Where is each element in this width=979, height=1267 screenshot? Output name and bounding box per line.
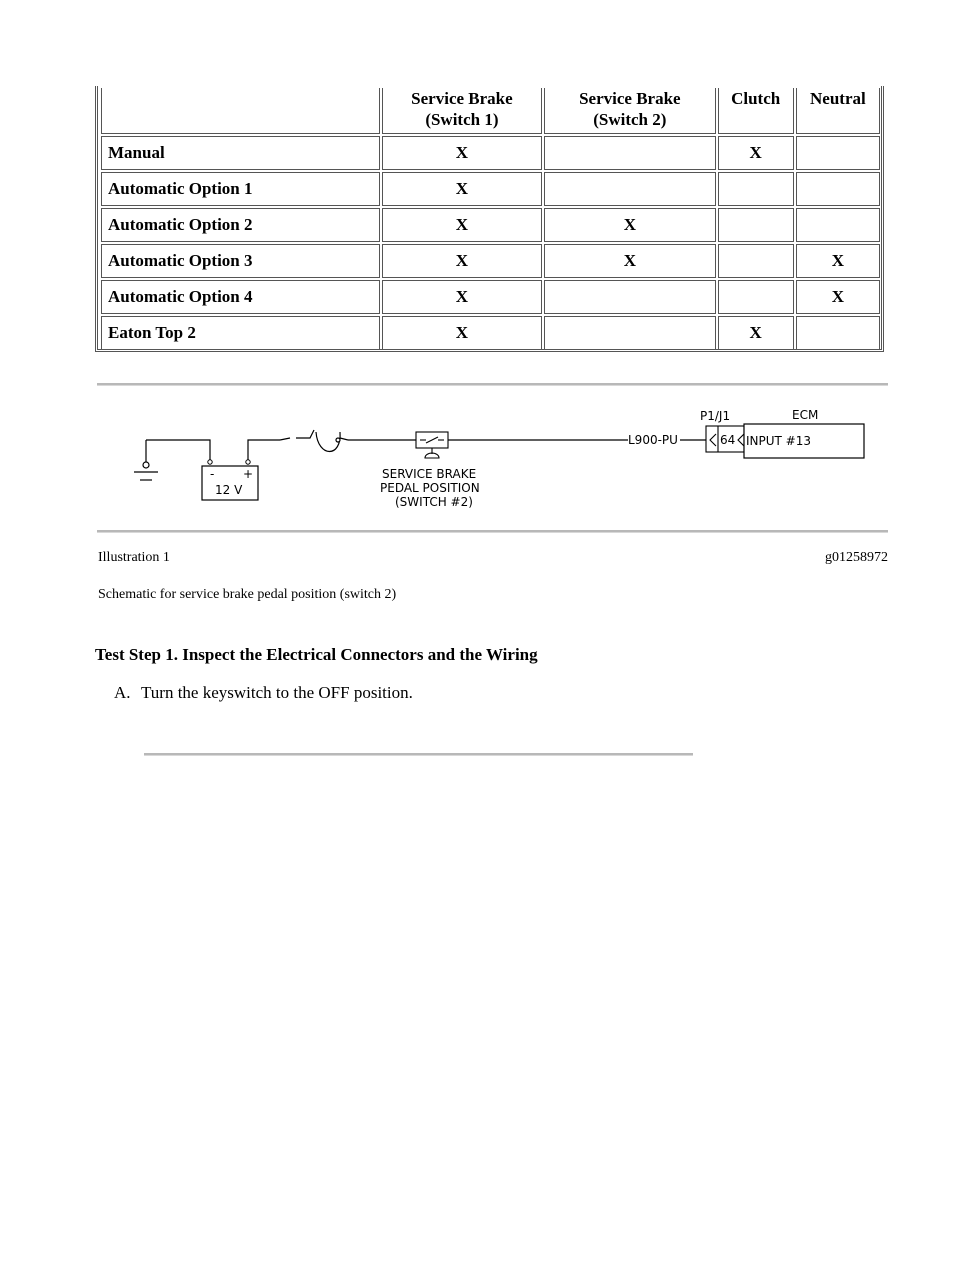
step-label: A. <box>114 683 131 702</box>
row-label: Automatic Option 2 <box>101 208 380 242</box>
configuration-table <box>99 86 882 352</box>
table-cell <box>544 316 715 350</box>
illustration-number: Illustration 1 <box>98 550 170 565</box>
battery-minus-label: - <box>210 467 215 481</box>
header-text: Service Brake (Switch 1) <box>411 89 513 129</box>
table-cell <box>544 172 715 206</box>
battery-voltage-label: 12 V <box>215 483 243 497</box>
configuration-table-frame <box>95 86 884 352</box>
test-step-heading: Test Step 1. Inspect the Electrical Connectors and the Wiring <box>95 645 538 664</box>
table-row <box>101 244 880 278</box>
row-label: Automatic Option 4 <box>101 280 380 314</box>
table-row <box>101 172 880 206</box>
row-label: Eaton Top 2 <box>101 316 380 350</box>
pin-label: 64 <box>720 433 736 447</box>
table-header-clutch: Clutch <box>718 88 794 134</box>
table-cell <box>718 244 794 278</box>
table-cell: X <box>718 316 794 350</box>
table-cell: X <box>544 208 715 242</box>
section-divider <box>144 753 693 756</box>
table-cell: X <box>718 136 794 170</box>
switch-label-line-1: SERVICE BRAKE <box>382 467 477 481</box>
table-cell: X <box>544 244 715 278</box>
row-label: Automatic Option 3 <box>101 244 380 278</box>
table-header-blank <box>101 88 380 134</box>
table-header-row <box>101 88 880 134</box>
table-cell: X <box>382 136 542 170</box>
schematic-diagram <box>120 400 880 520</box>
row-label: Automatic Option 1 <box>101 172 380 206</box>
wire-label: L900-PU <box>628 433 678 447</box>
table-cell: X <box>382 172 542 206</box>
table-row <box>101 316 880 350</box>
row-label: Manual <box>101 136 380 170</box>
header-text: Service Brake (Switch 2) <box>579 89 681 129</box>
table-cell: X <box>382 208 542 242</box>
illustration-caption: Schematic for service brake pedal position (switch 2) <box>98 587 397 602</box>
table-cell: X <box>382 244 542 278</box>
illustration-graphic-id: g01258972 <box>825 550 888 565</box>
step-item <box>114 683 413 703</box>
table-cell <box>796 208 880 242</box>
table-header-service-brake-switch-2 <box>544 88 715 134</box>
illustration-bottom-rule <box>97 530 888 533</box>
table-cell: X <box>796 280 880 314</box>
table-cell <box>718 208 794 242</box>
table-row <box>101 136 880 170</box>
table-cell <box>718 172 794 206</box>
table-row <box>101 280 880 314</box>
battery-plus-label: + <box>243 467 254 481</box>
ecm-input-label: INPUT #13 <box>746 434 812 448</box>
connector-label: P1/J1 <box>700 409 731 423</box>
table-row <box>101 208 880 242</box>
ground-icon <box>134 440 158 480</box>
table-cell <box>544 136 715 170</box>
brake-switch-icon <box>416 432 448 458</box>
ecm-label: ECM <box>792 408 819 422</box>
step-text: Turn the keyswitch to the OFF position. <box>141 683 413 702</box>
table-cell <box>544 280 715 314</box>
table-header-service-brake-switch-1 <box>382 88 542 134</box>
table-cell <box>796 172 880 206</box>
switch-label-line-2: PEDAL POSITION <box>380 481 480 495</box>
fuse-icon <box>280 430 348 452</box>
table-cell: X <box>796 244 880 278</box>
table-cell <box>796 316 880 350</box>
table-cell: X <box>382 280 542 314</box>
table-header-neutral: Neutral <box>796 88 880 134</box>
illustration-top-rule <box>97 383 888 386</box>
table-cell <box>718 280 794 314</box>
table-cell: X <box>382 316 542 350</box>
table-cell <box>796 136 880 170</box>
switch-label-line-3: (SWITCH #2) <box>395 495 473 509</box>
